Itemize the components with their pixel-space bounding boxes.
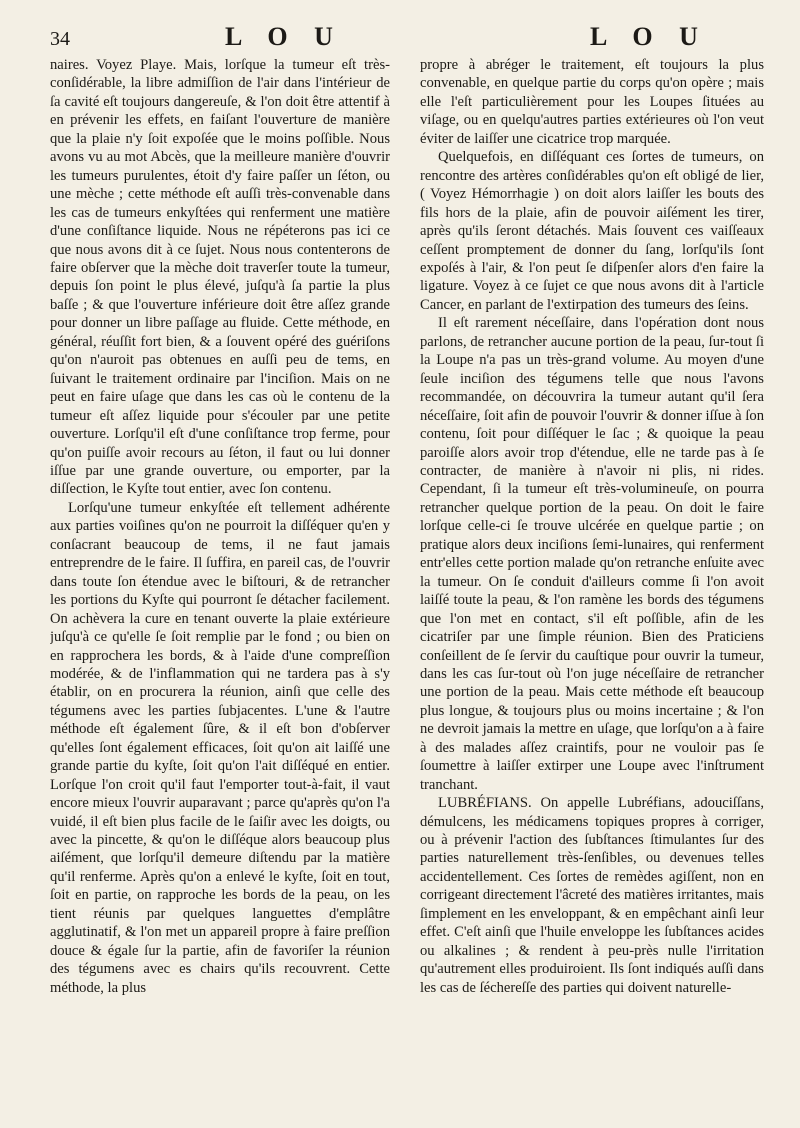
paragraph: Quelquefois, en diſſéquant ces ſortes de tumeurs, on rencontre des artères conſidérables qu'on eſt obligé de lier, ( Voyez Hémorrhagie ) on doit alors laiſſer les bouts des fils hors de la plaie, afin de pouvoir aiſément les tirer, après qu'ils ſeront détachés. Mais ſouvent ces vaiſſeaux ceſſent promptement de donner du ſang, lorſqu'ils ſont expoſés à l'air, & l'on peut ſe diſpenſer alors d'en faire la ligature. Voyez à ce ſujet ce que nous avons dit à l'article Cancer, en parlant de l'extirpation des tumeurs des ſeins. xyxy=(420,149,764,313)
paragraph: propre à abréger le traitement, eſt toujours la plus convenable, en quelque partie du corps qu'on opère ; mais elle l'eſt particulièrement pour les Loupes ſituées au viſage, ou en quelqu'autres parties extérieures où l'on veut éviter de laiſſer une cicatrice trop marquée. xyxy=(420,57,764,147)
left-column xyxy=(50,56,390,1116)
running-head-left: L O U xyxy=(225,22,343,51)
page-number: 34 xyxy=(50,28,70,50)
running-head-right: L O U xyxy=(590,22,708,51)
paragraph: LUBRÉFIANS. On appelle Lubréfians, adouciſſans, démulcens, les médicamens topiques propres à corriger, ou à prévenir l'action des ſubſtances ſtimulantes ſur des parties naturellement très-ſenſibles, ou devenues telles accidentellement. Ces ſortes de remèdes agiſſent, non en corrigeant directement l'âcreté des matières irritantes, mais ſimplement en les enveloppant, & en empêchant ainſi leur effet. C'eſt ainſi que l'huile enveloppe les ſubſtances acides ou alkalines ; & rendent à peu-près nulle l'irritation qu'autrement elles produiroient. Ils ſont indiqués auſſi dans les cas de ſéchereſſe des parties qui doivent naturelle- xyxy=(420,795,764,996)
paragraph: naires. Voyez Playe. Mais, lorſque la tumeur eſt très-conſidérable, la libre admiſſion de l'air dans l'intérieur de ſa cavité eſt toujours dangereuſe, & l'on doit être attentif à en prévenir les effets, en faiſant l'ouverture de manière que la plaie n'y ſoit expoſée que le moins poſſible. Nous avons vu au mot Abcès, que la meilleure manière d'ouvrir les tumeurs purulentes, étoit d'y faire paſſer un ſéton, ou une mèche ; cette méthode eſt auſſi très-convenable dans les cas de tumeurs enkyſtées qui renferment une matière d'une conſiſtance liquide. Nous ne répéterons pas ici ce que nous avons dit à ce ſujet. Nous nous contenterons de faire obſerver que la mèche doit traverſer toute la tumeur, depuis ſon point le plus élevé, juſqu'à ſa partie la plus baſſe ; & que l'ouverture inférieure doit être aſſez grande pour donner un libre paſſage au fluide. Cette méthode, en général, réuſſit fort bien, & a ſouvent opéré des guériſons qu'on n'auroit pas obtenues en auſſi peu de tems, en ſuivant le traitement ordinaire par l'inciſion. Mais on ne peut en faire uſage que dans les cas où le contenu de la tumeur eſt aſſez liquide pour s'écouler par une petite ouverture. Lorſqu'il eſt d'une conſiſtance trop ferme, pour qu'on puiſſe avoir recours au ſéton, il faut ou lui donner iſſue par une grande ouverture, ou emporter, par la diſſection, le Kyſte tout entier, avec ſon contenu. xyxy=(50,57,390,498)
right-column xyxy=(420,56,764,1116)
paragraph: Lorſqu'une tumeur enkyſtée eſt tellement adhérente aux parties voiſines qu'on ne pourroit la diſſéquer qu'en y conſacrant beaucoup de tems, il ne faut jamais entreprendre de le faire. Il ſuffira, en pareil cas, de l'ouvrir dans toute ſon étendue avec le biſtouri, & de retrancher les portions du Kyſte qui pourront ſe détacher facilement. On achèvera la cure en tenant ouverte la plaie extérieure juſqu'à ce qu'elle ſe ſoit remplie par le fond ; ou bien on en rapprochera les bords, & à l'aide d'une compreſſion modérée, & de l'inflammation qui ne tardera pas à s'y établir, on en procurera la réunion, ainſi que celle des tégumens avec les parties ſubjacentes. L'une & l'autre méthode eſt également ſûre, & il eſt bon d'obſerver qu'elles ſont également efficaces, ſoit qu'on ait laiſſé une grande partie du kyſte, ſoit qu'on l'ait diſſéqué en entier. Lorſque l'on croit qu'il faut l'emporter tout-à-fait, il vaut encore mieux l'ouvrir auparavant ; parce qu'après qu'on l'a vuidé, il eſt bien plus facile de le ſaiſir avec les doigts, ou avec la pincette, & qu'on le diſſéque alors beaucoup plus aiſément, que lorſqu'il demeure diſtendu par la matière qu'il renferme. Après qu'on a enlevé le kyſte, ſoit en tout, ſoit en partie, on rapproche les bords de la peau, on les tient réunis par quelques languettes d'emplâtre agglutinatif, & l'on met un appareil propre à faire preſſion douce & égale ſur la partie, afin de favoriſer la réunion des tégumens avec es chairs qu'ils recouvrent. Cette méthode, la plus xyxy=(50,499,390,996)
page-header xyxy=(50,16,762,56)
paragraph: Il eſt rarement néceſſaire, dans l'opération dont nous parlons, de retrancher aucune portion de la peau, ſur-tout ſi la Loupe n'a pas un très-grand volume. Au moyen d'une ſeule inciſion des tégumens telle que nous l'avons recommandée, on découvrira la tumeur autant qu'il ſera néceſſaire, ſoit afin de pouvoir l'ouvrir & donner iſſue à ſon contenu, ſoit pour diſſéquer le ſac ; & quoique la peau paroiſſe alors avoir trop d'étendue, elle ne tarde pas à ſe contracter, de manière à n'avoir ni plis, ni rides. Cependant, ſi la tumeur eſt très-volumineuſe, on pourra retrancher quelque portion de la peau. On doit le faire lorſque celle-ci ſe trouve ulcérée en quelque partie ; on pratique alors deux inciſions ſemi-lunaires, qui renferment entr'elles cette portion malade qu'on retranche enſuite avec la tumeur. On ſe conduit d'ailleurs comme ſi l'on avoit laiſſé toute la peau, & l'on ramène les bords des tégumens que l'on met en contact, s'il eſt poſſible, afin de les cicatriſer par une ſimple réunion. Bien des Praticiens conſeillent de ſe ſervir du cauſtique pour ouvrir la tumeur, dans les cas ſur-tout où l'on juge néceſſaire de retrancher une portion de la peau. Mais cette méthode eſt beaucoup plus longue, & toujours plus ou moins incertaine ; & l'on ne devroit jamais la mettre en uſage, que lorſqu'on a à faire à des malades aſſez craintifs, pour ne vouloir pas ſe ſoumettre à laiſſer extirper une Loupe avec l'inſtrument tranchant. xyxy=(420,315,764,793)
